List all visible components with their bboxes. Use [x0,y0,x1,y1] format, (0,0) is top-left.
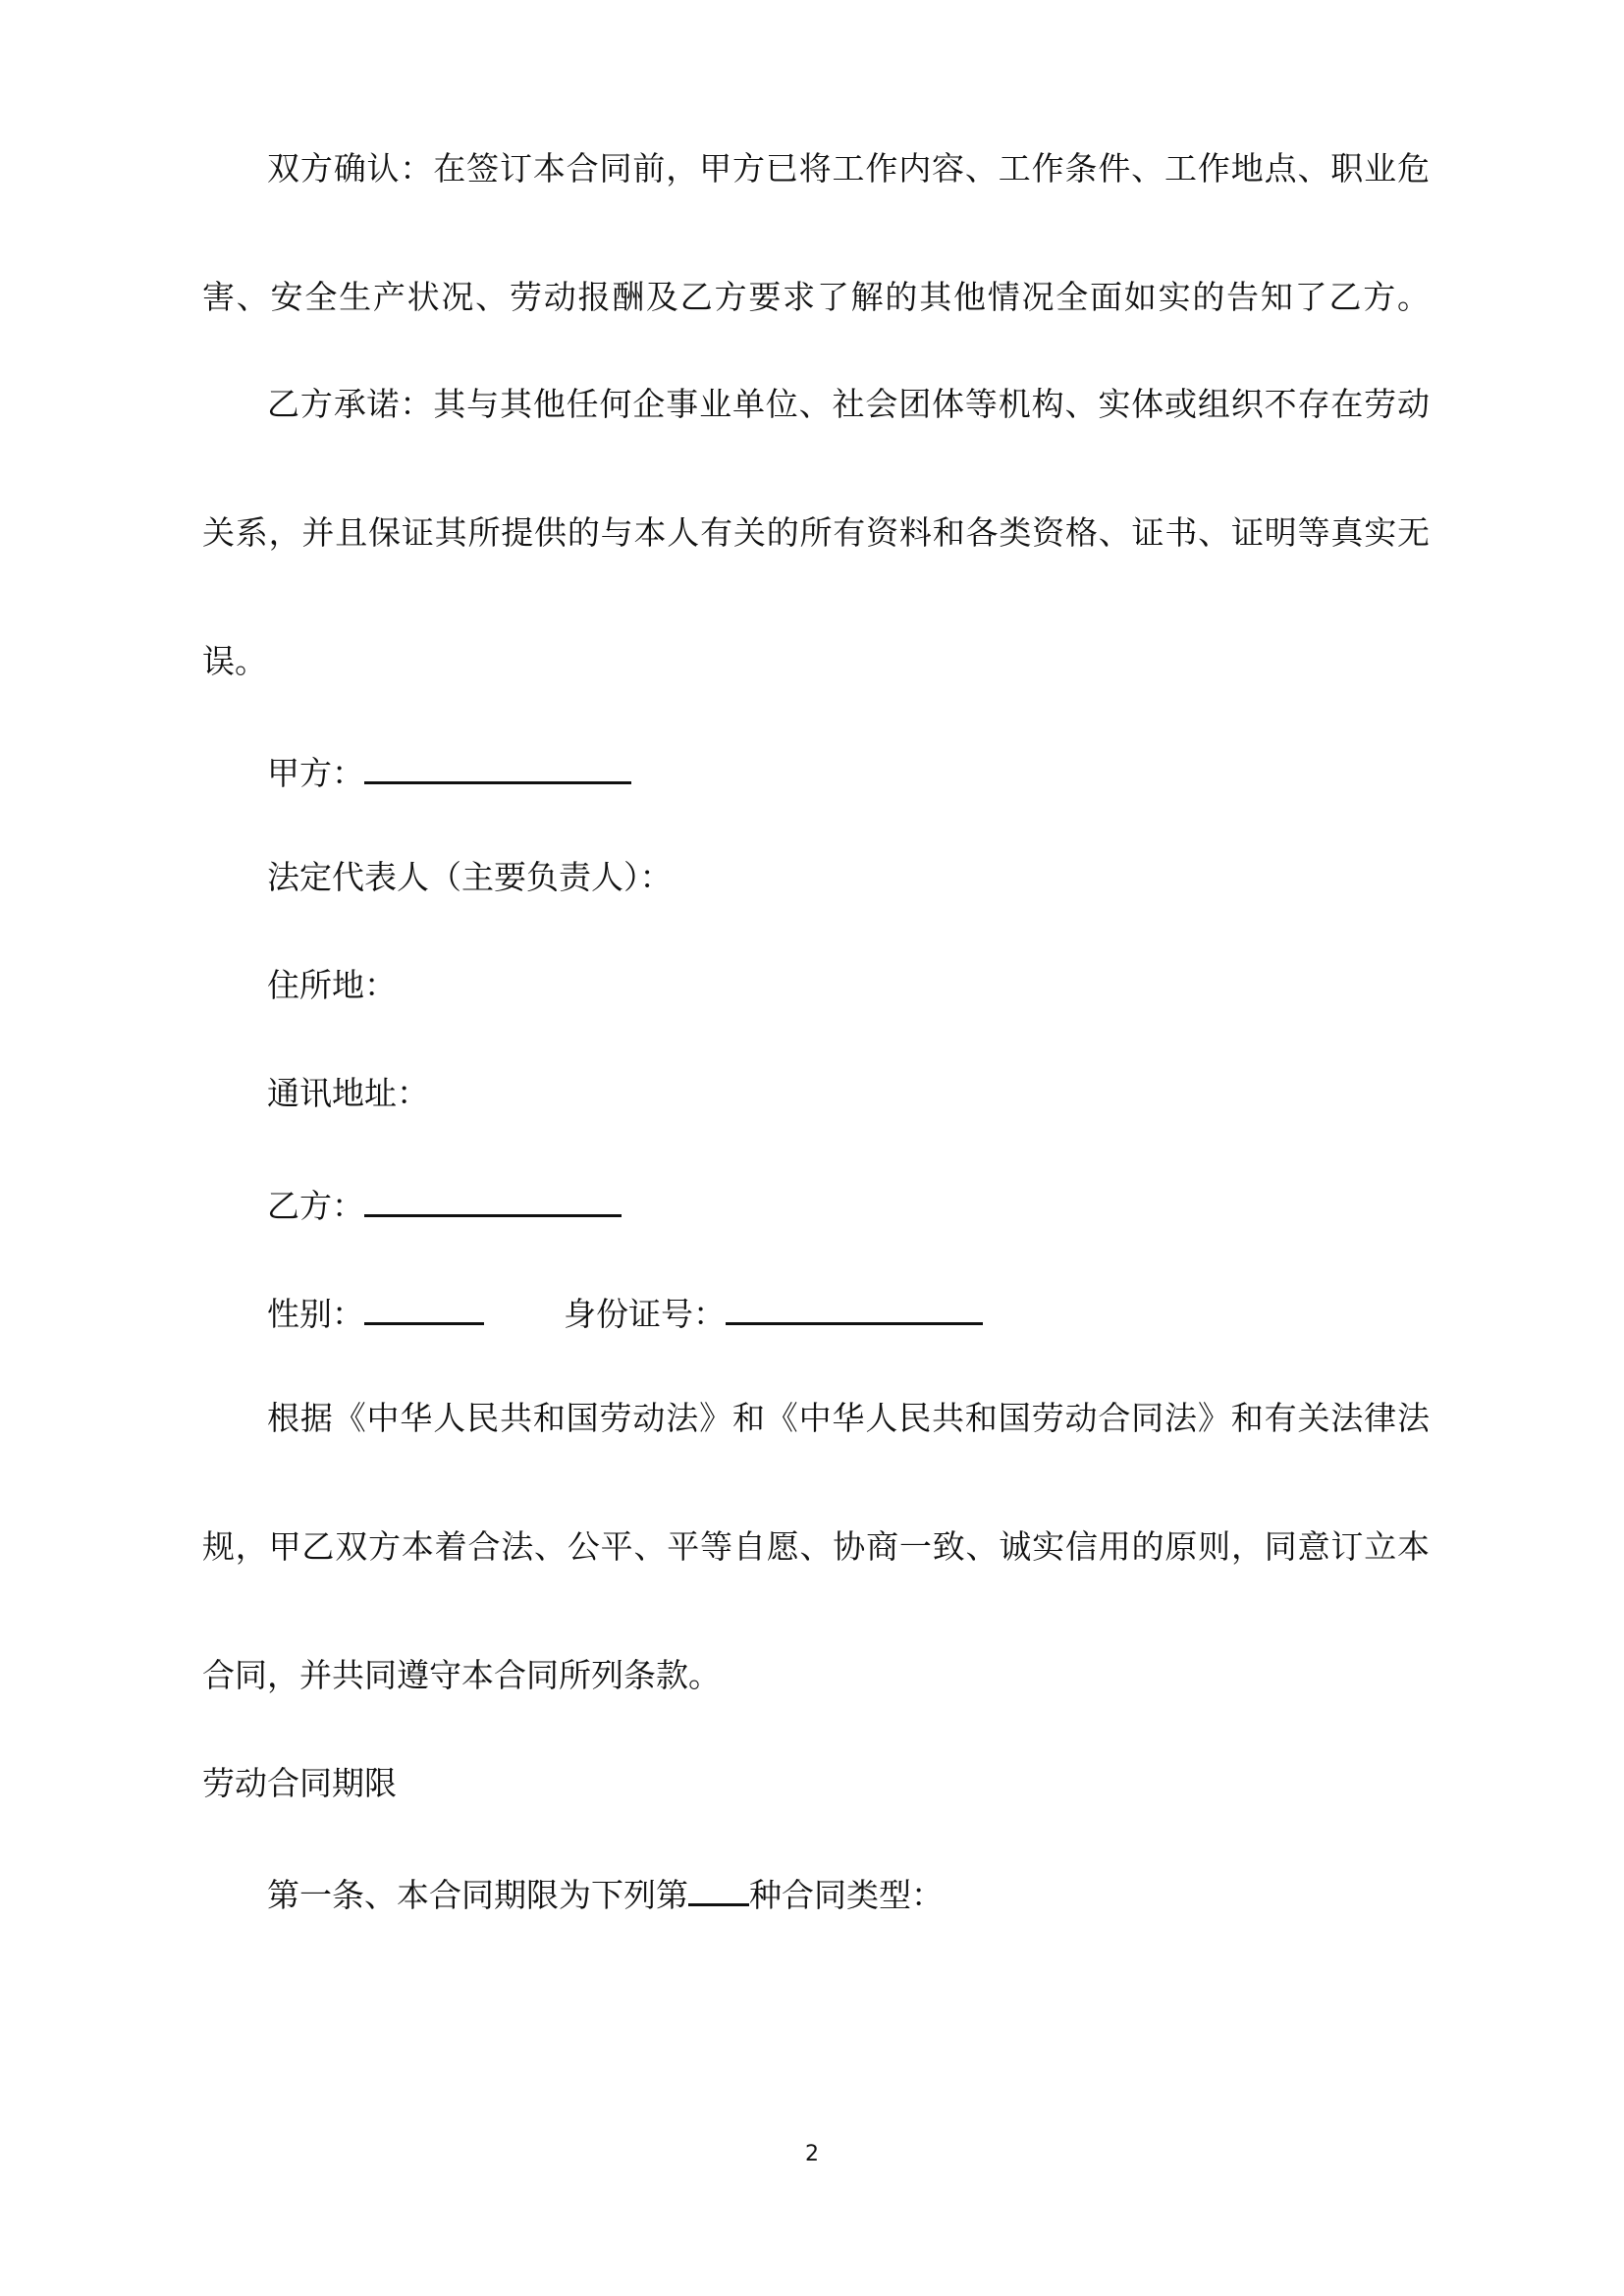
mailing-address-field [267,1072,429,1115]
legal-representative-field [267,856,673,899]
party-a-field [267,748,631,795]
id-number-label: 身份证号： [564,1295,726,1333]
article-1-line [267,1870,944,1917]
address-label: 住所地： [267,966,397,1004]
party-b-label: 乙方： [267,1187,364,1225]
gender-field [267,1289,484,1336]
party-b-field [267,1181,622,1228]
article-1-prefix: 第一条、本合同期限为下列第 [267,1876,688,1914]
id-number-blank[interactable] [726,1289,983,1325]
party-b-blank[interactable] [364,1181,622,1217]
legal-representative-label: 法定代表人（主要负责人）： [267,858,673,896]
promise-paragraph-line-3: 误。 [202,642,267,680]
promise-paragraph-line-1: 乙方承诺：其与其他任何企事业单位、社会团体等机构、实体或组织不存在劳动 [267,385,1430,423]
basis-paragraph-line-3: 合同，并共同遵守本合同所列条款。 [202,1656,721,1694]
confirm-paragraph-line-1: 双方确认：在签订本合同前，甲方已将工作内容、工作条件、工作地点、职业危 [267,149,1430,187]
page-number: 2 [805,2142,819,2166]
basis-paragraph-line-1: 根据《中华人民共和国劳动法》和《中华人民共和国劳动合同法》和有关法律法 [267,1399,1430,1437]
gender-label: 性别： [267,1295,364,1333]
confirm-paragraph-line-2: 害、安全生产状况、劳动报酬及乙方要求了解的其他情况全面如实的告知了乙方。 [202,278,1430,316]
gender-blank[interactable] [364,1289,484,1325]
section-heading-contract-term: 劳动合同期限 [202,1764,397,1802]
party-a-blank[interactable] [364,748,631,784]
address-field [267,964,397,1007]
mailing-address-label: 通讯地址： [267,1074,429,1112]
party-a-label: 甲方： [267,754,364,792]
basis-paragraph-line-2: 规，甲乙双方本着合法、公平、平等自愿、协商一致、诚实信用的原则，同意订立本 [202,1527,1430,1566]
id-number-field [564,1289,983,1336]
article-1-blank[interactable] [688,1870,749,1906]
article-1-suffix: 种合同类型： [749,1876,944,1914]
promise-paragraph-line-2: 关系，并且保证其所提供的与本人有关的所有资料和各类资格、证书、证明等真实无 [202,513,1430,552]
